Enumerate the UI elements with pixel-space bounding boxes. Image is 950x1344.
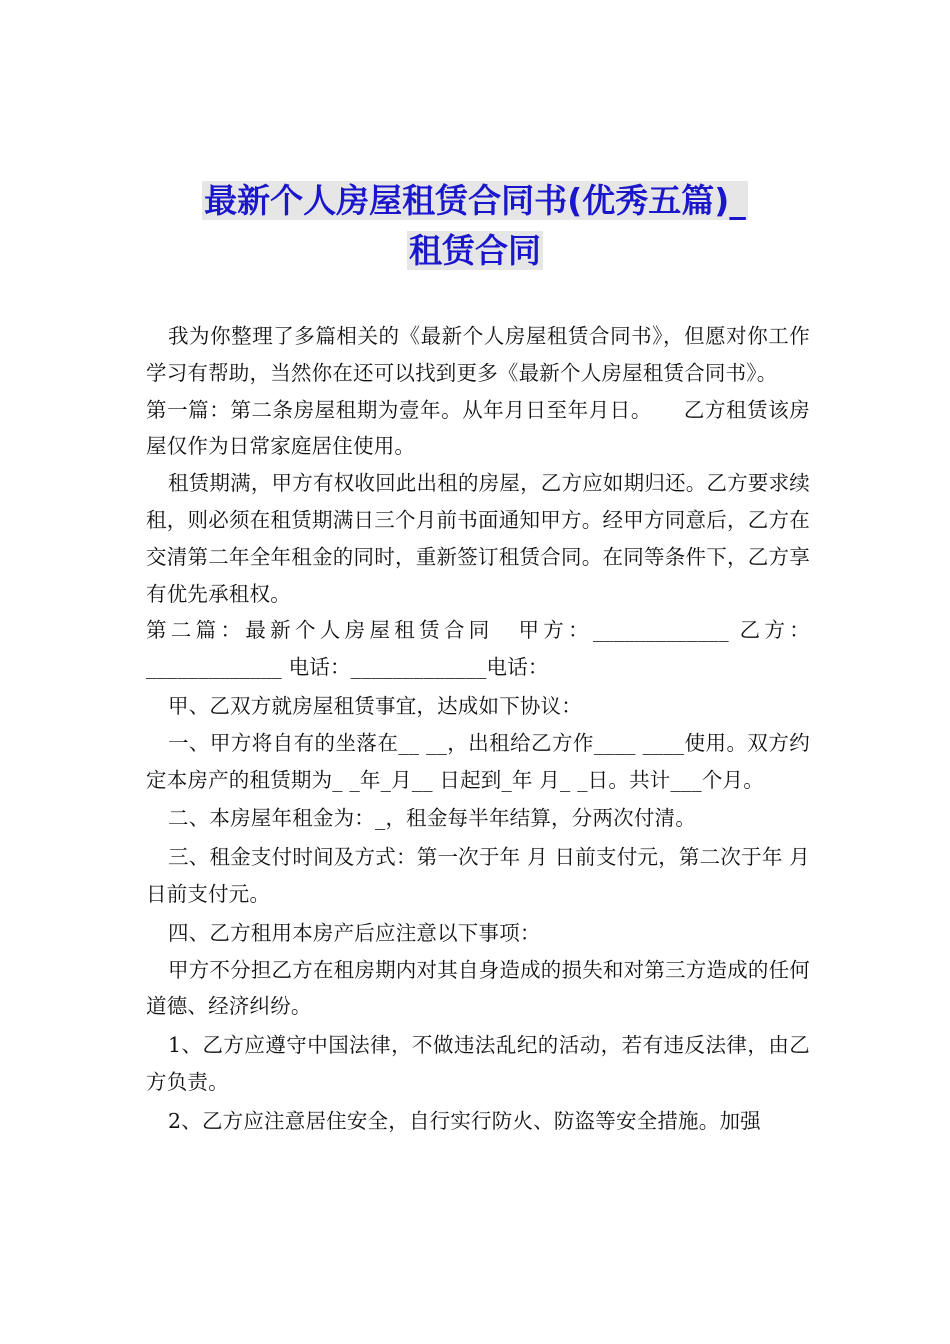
paragraph-clause-three: 三、租金支付时间及方式：第一次于年 月 日前支付元，第二次于年 月 日前支付元。 (146, 845, 810, 906)
paragraph-item-1: 1、乙方应遵守中国法律，不做违法乱纪的活动，若有违反法律，由乙方负责。 (146, 1033, 810, 1094)
document-body (146, 318, 810, 1140)
title-line-1: 最新个人房屋租赁合同书(优秀五篇)_ (204, 181, 746, 220)
paragraph-part-one: 第一篇：第二条房屋租期为壹年。从年月日至年月日。 乙方租赁该房屋仅作为日常家庭居住使用。 (146, 397, 810, 459)
paragraph-part-two: 第二篇：最新个人房屋租赁合同 甲方：_____________ 乙方：_____________ 电话：_____________电话： (146, 618, 810, 680)
paragraph-intro: 我为你整理了多篇相关的《最新个人房屋租赁合同书》，但愿对你工作学习有帮助，当然你在还可以找到更多《最新个人房屋租赁合同书》。 (146, 324, 810, 385)
paragraph-liability: 甲方不分担乙方在租房期内对其自身造成的损失和对第三方造成的任何道德、经济纠纷。 (146, 957, 810, 1019)
title-line-2: 租赁合同 (409, 231, 541, 270)
document-title (120, 176, 830, 276)
paragraph-agreement: 甲、乙双方就房屋租赁事宜，达成如下协议： (168, 693, 582, 718)
paragraph-clause-one: 一、甲方将自有的坐落在__ __，出租给乙方作____ ____使用。双方约定本房产的租赁期为_ _年_月__ 日起到_年 月_ _日。共计___个月。 (146, 730, 810, 792)
paragraph-item-2: 2、乙方应注意居住安全，自行实行防火、防盗等安全措施。加强 (168, 1108, 761, 1133)
paragraph-clause-four: 四、乙方租用本房产后应注意以下事项： (168, 920, 541, 945)
paragraph-lease-expiry: 租赁期满，甲方有权收回此出租的房屋，乙方应如期归还。乙方要求续租，则必须在租赁期满日三个月前书面通知甲方。经甲方同意后，乙方在交清第二年全年租金的同时，重新签订租赁合同。在同等条件下，乙方享有优先承租权。 (146, 471, 810, 606)
paragraph-clause-two: 二、本房屋年租金为：_，租金每半年结算，分两次付清。 (168, 806, 696, 831)
